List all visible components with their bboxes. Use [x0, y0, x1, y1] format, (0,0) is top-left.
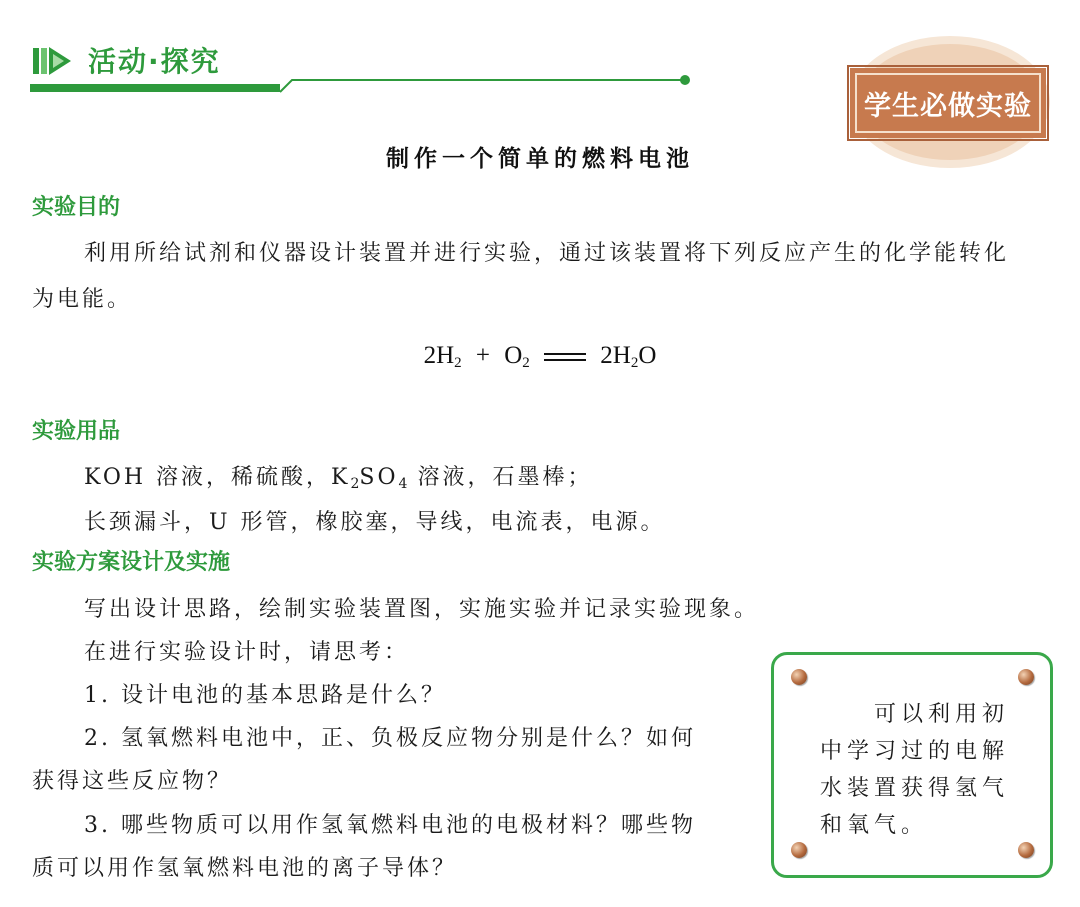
equals-sign — [544, 353, 586, 361]
note-line4: 和氧气。 — [820, 813, 929, 838]
eq-h2: 2H — [423, 342, 455, 369]
design-intro1: 写出设计思路，绘制实验装置图，实施实验并记录实验现象。 — [84, 597, 760, 622]
materials-line1-a: KOH 溶液，稀硫酸，K — [84, 465, 351, 490]
question-1: 1. 设计电池的基本思路是什么？ — [84, 683, 446, 708]
header-divider — [30, 70, 695, 96]
design-intro2: 在进行实验设计时，请思考： — [84, 640, 410, 665]
materials-line1-c: 溶液，石墨棒； — [407, 465, 593, 490]
purpose-text-line1: 利用所给试剂和仪器设计装置并进行实验，通过该装置将下列反应产生的化学能转化 — [84, 241, 1010, 266]
eq-h2o: 2H — [600, 342, 631, 369]
note-line1: 可以利用初 — [874, 702, 1010, 727]
question-3-line2: 质可以用作氢氧燃料电池的离子导体？ — [32, 856, 458, 881]
materials-line1 — [84, 460, 592, 492]
question-2-line2: 获得这些反应物？ — [32, 769, 233, 794]
materials-sub: 4 — [398, 476, 408, 492]
eq-sub: 2 — [522, 355, 530, 371]
pin-icon — [1018, 669, 1034, 685]
materials-line1-b: SO — [359, 465, 399, 490]
materials-line2: 长颈漏斗，U 形管，橡胶塞，导线，电流表，电源。 — [84, 510, 666, 535]
materials-sub: 2 — [350, 476, 360, 492]
document-title: 制作一个简单的燃料电池 — [386, 145, 694, 172]
eq-o2: O — [504, 342, 523, 369]
question-3-line1: 3. 哪些物质可以用作氢氧燃料电池的电极材料？哪些物 — [84, 813, 696, 838]
eq-plus: + — [475, 342, 490, 369]
note-line3: 水装置获得氢气 — [820, 776, 1010, 801]
purpose-text-line2: 为电能。 — [32, 287, 133, 312]
question-2-line1: 2. 氢氧燃料电池中，正、负极反应物分别是什么？如何 — [84, 726, 696, 751]
pin-icon — [1018, 842, 1034, 858]
eq-sub: 2 — [630, 355, 639, 371]
section-label: 活动·探究 — [88, 45, 221, 78]
tip-note-box — [771, 652, 1053, 878]
design-heading: 实验方案设计及实施 — [32, 550, 231, 575]
eq-o: O — [638, 342, 657, 369]
pin-icon — [791, 669, 807, 685]
purpose-heading: 实验目的 — [32, 195, 121, 220]
note-line2: 中学习过的电解 — [820, 739, 1010, 764]
reaction-equation — [0, 342, 1080, 372]
stamp-label: 学生必做实验 — [864, 91, 1032, 122]
eq-sub: 2 — [454, 355, 462, 371]
materials-heading: 实验用品 — [32, 419, 121, 444]
pin-icon — [791, 842, 807, 858]
